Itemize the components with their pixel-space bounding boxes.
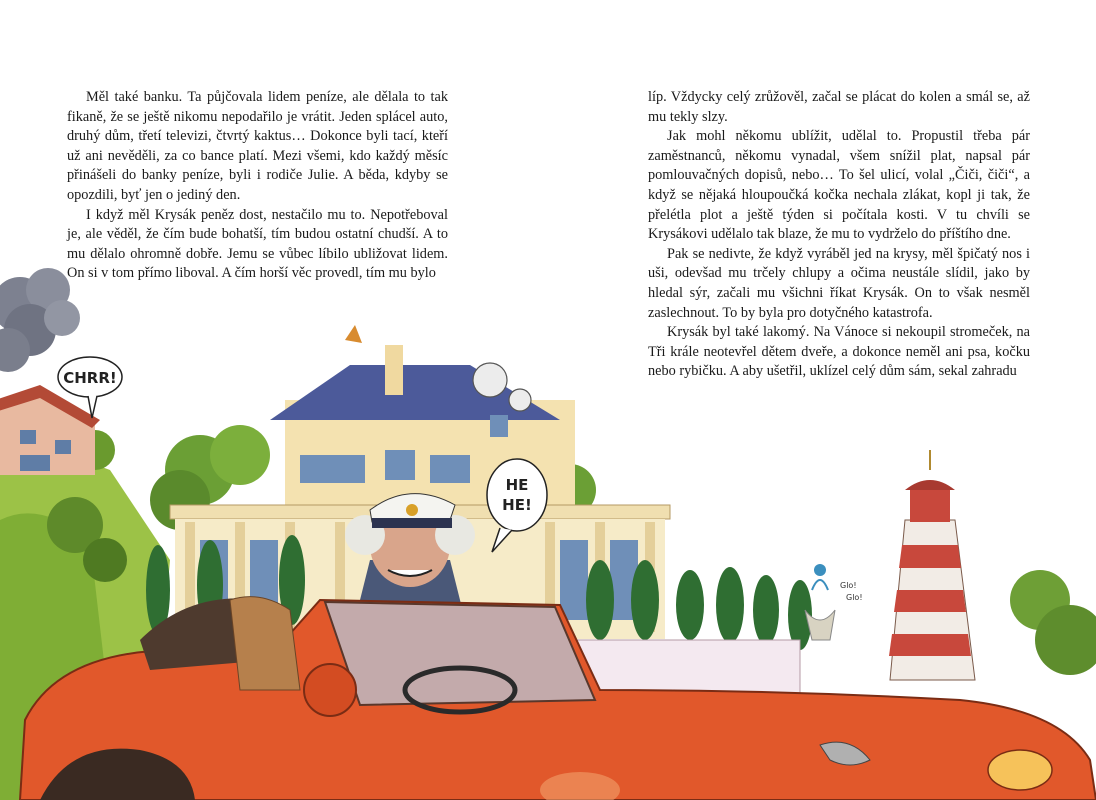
fountain	[805, 564, 863, 640]
paragraph: Měl také banku. Ta půjčovala lidem peníze, ale dělala to tak fikaně, že se ještě nikomu nepodařilo je vrátit. Jeden splácel auto, druhý dům, třetí televizi, čtvrtý kaktus… Dokonce byli tací, kteří už ani nevěděli, za co bance platí. Mezi všemi, kdo každý měsíc přinášeli do banky peníze, byli i rodiče Julie. A běda, kdyby se opozdili, byť jen o jediný den.	[67, 89, 448, 203]
fountain-text-1: Glo!	[840, 581, 857, 590]
paragraph: Jak mohl někomu ublížit, udělal to. Propustil třeba pár zaměstnanců, někomu vynadal, všem snížil plat, napsal pár pomlouvačných dopisů, nebo… To šel ulicí, volal „Čiči, čiči“, a když se nějaká hloupoučká kočka nechala zlákat, kopl ji tak, že přelétla plot a ještě týden si počítala kosti. V tu chvíli se Krysákovi udělalo tak blaze, že mu to vydrželo do příštího dne.	[648, 128, 1030, 243]
paragraph: líp. Vždycky celý zrůžověl, začal se plácat do kolen a smál se, až mu tekly slzy.	[648, 89, 1030, 125]
bubble-chrr-text: CHRR!	[63, 369, 117, 387]
fountain-text-2: Glo!	[846, 593, 863, 602]
paragraph: Pak se nedivte, že když vyráběl jed na krysy, měl špičatý nos i uši, odevšad mu trčely chlupy a očima neustále slídil, jako by hledal sýr, začali mu všichni říkat Krysák. On to však nesměl zaslechnout. To by byla pro dotyčného katastrofa.	[648, 245, 1030, 321]
bubble-he-text-2: HE!	[502, 496, 532, 514]
left-page-text	[67, 88, 448, 284]
illustration-car-scene	[0, 260, 1096, 800]
left-house	[0, 385, 100, 475]
smoke-cloud	[0, 268, 80, 372]
paragraph: Krysák byl také lakomý. Na Vánoce si nekoupil stromeček, na Tři krále neotevřel dětem dveře, a dokonce neměl ani psa, kočku nebo rybičku. A aby ušetřil, uklízel celý dům sám, sekal zahradu	[648, 324, 1030, 380]
paragraph: I když měl Krysák peněz dost, nestačilo mu to. Nepotřeboval je, ale věděl, že čím bude bohatší, tím budou ostatní chudší. A to mu dělalo ohromně dobře. Jemu se vůbec líbilo ubližovat lidem. On si v tom přímo liboval. A čím horší věc provedl, tím mu bylo	[67, 206, 448, 282]
bubble-he-text-1: HE	[505, 476, 529, 494]
lighthouse	[889, 450, 975, 680]
